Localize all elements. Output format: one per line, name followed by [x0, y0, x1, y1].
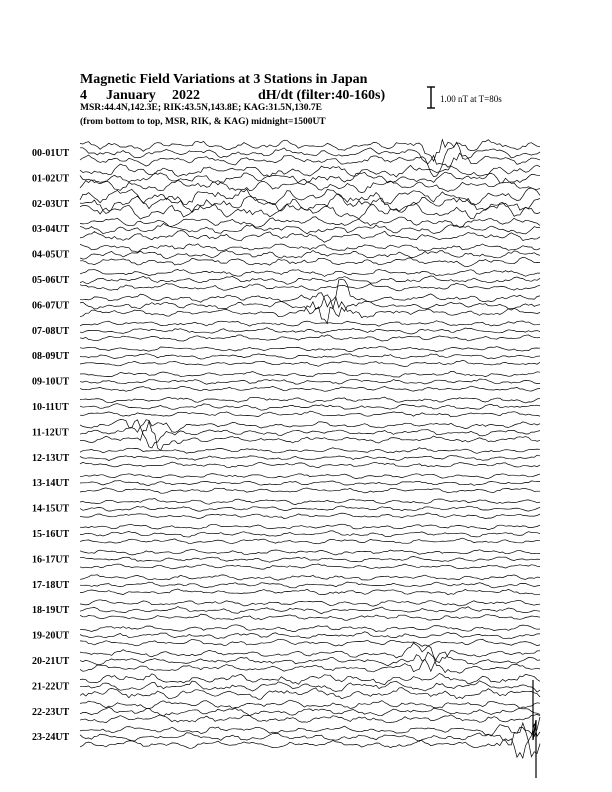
- trace-kag: [80, 347, 540, 352]
- hour-label: 12-13UT: [32, 452, 70, 464]
- trace-rik: [80, 506, 540, 511]
- trace-msr: [80, 614, 540, 620]
- trace-rik: [80, 354, 540, 359]
- trace-rik: [80, 328, 540, 334]
- hour-label: 09-10UT: [32, 376, 70, 388]
- hour-label: 06-07UT: [32, 300, 70, 312]
- trace-kag: [80, 673, 540, 684]
- trace-kag: [80, 717, 540, 736]
- trace-rik: [80, 455, 540, 461]
- trace-rik: [80, 142, 540, 164]
- trace-msr: [80, 462, 540, 468]
- trace-kag: [80, 164, 540, 177]
- hour-label: 14-15UT: [32, 503, 70, 515]
- trace-kag: [80, 140, 540, 162]
- trace-msr: [80, 178, 540, 192]
- trace-kag: [80, 244, 540, 252]
- station-order-note: (from bottom to top, MSR, RIK, & KAG) midnight=1500UT: [80, 117, 326, 127]
- hour-label: 00-01UT: [32, 148, 70, 159]
- date-month: January: [106, 88, 156, 103]
- hour-label: 07-08UT: [32, 325, 70, 337]
- trace-msr: [80, 652, 540, 673]
- hour-label: 23-24UT: [32, 732, 70, 744]
- hour-label: 01-02UT: [32, 173, 70, 185]
- hour-label: 15-16UT: [32, 529, 70, 540]
- trace-msr: [80, 513, 540, 519]
- trace-kag: [80, 600, 540, 606]
- trace-kag: [80, 700, 540, 708]
- hour-label: 04-05UT: [32, 249, 70, 261]
- hour-label: 21-22UT: [32, 681, 70, 693]
- trace-kag: [80, 397, 540, 403]
- hour-label: 03-04UT: [32, 224, 70, 236]
- trace-kag: [80, 499, 540, 505]
- trace-kag: [80, 448, 540, 454]
- trace-kag: [80, 321, 540, 327]
- hour-label: 20-21UT: [32, 656, 70, 667]
- trace-rik: [80, 531, 540, 537]
- trace-kag: [80, 371, 540, 377]
- trace-kag: [80, 270, 540, 277]
- trace-rik: [80, 727, 540, 757]
- trace-rik: [80, 224, 540, 234]
- trace-rik: [80, 607, 540, 614]
- trace-rik: [80, 652, 540, 671]
- trace-kag: [80, 279, 540, 307]
- hour-label: 18-19UT: [32, 605, 70, 617]
- trace-msr: [80, 724, 540, 758]
- trace-msr: [80, 202, 540, 219]
- trace-kag: [80, 643, 540, 663]
- trace-kag: [80, 625, 540, 632]
- date-day: 4: [80, 88, 87, 103]
- trace-msr: [80, 688, 540, 700]
- hour-label: 02-03UT: [32, 198, 70, 210]
- trace-msr: [80, 589, 540, 595]
- hour-label: 10-11UT: [32, 402, 69, 413]
- hour-label: 11-12UT: [32, 427, 69, 439]
- scale-bar: [427, 87, 435, 108]
- trace-msr: [80, 360, 540, 366]
- trace-msr: [80, 411, 540, 417]
- quantity-label: dH/dt (filter:40-160s): [258, 88, 386, 103]
- trace-kag: [80, 524, 540, 530]
- trace-msr: [80, 564, 540, 569]
- trace-kag: [80, 575, 540, 580]
- trace-kag: [80, 549, 540, 555]
- trace-rik: [80, 557, 540, 563]
- hour-label: 13-14UT: [32, 478, 70, 490]
- scale-bar-label: 1.00 nT at T=80s: [440, 94, 502, 104]
- hour-label: 17-18UT: [32, 579, 70, 591]
- trace-kag: [80, 474, 540, 479]
- hour-label: 19-20UT: [32, 630, 70, 642]
- chart-title: Magnetic Field Variations at 3 Stations in Japan: [80, 72, 368, 87]
- stations-coordinates: MSR:44.4N,142.3E; RIK:43.5N,143.8E; KAG:31.5N,130.7E: [80, 103, 322, 113]
- trace-rik: [80, 276, 540, 284]
- hour-label: 22-23UT: [32, 706, 70, 718]
- trace-msr: [80, 297, 540, 323]
- hour-label: 08-09UT: [32, 351, 70, 363]
- event-spike: [533, 680, 536, 778]
- date-year: 2022: [172, 88, 200, 103]
- trace-rik: [80, 481, 540, 486]
- trace-msr: [80, 639, 540, 646]
- hour-label: 16-17UT: [32, 554, 70, 566]
- trace-msr: [80, 714, 540, 722]
- trace-rik: [80, 404, 540, 411]
- trace-msr: [80, 538, 540, 544]
- trace-rik: [80, 582, 540, 588]
- trace-msr: [80, 283, 540, 291]
- trace-msr: [80, 335, 540, 341]
- trace-msr: [80, 386, 540, 391]
- trace-rik: [80, 251, 540, 260]
- trace-rik: [80, 632, 540, 639]
- trace-msr: [80, 231, 540, 243]
- trace-msr: [80, 257, 540, 266]
- trace-rik: [80, 420, 540, 448]
- hour-label: 05-06UT: [32, 275, 70, 286]
- trace-rik: [80, 379, 540, 384]
- trace-msr: [80, 488, 540, 493]
